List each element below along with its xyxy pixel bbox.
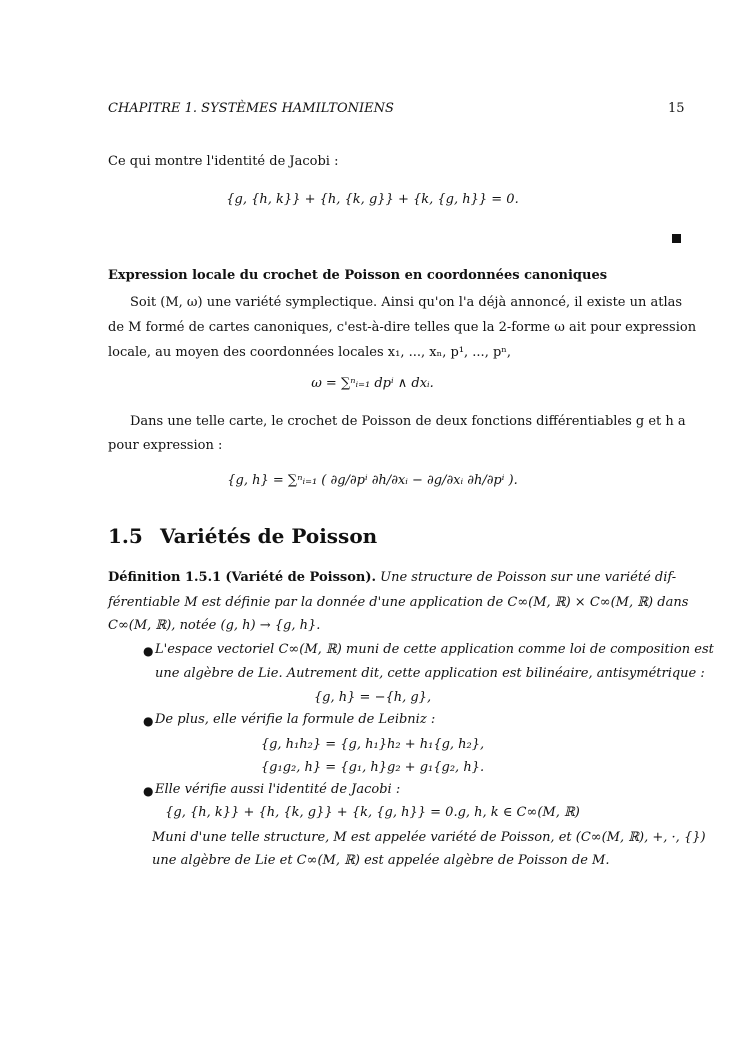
paragraph-line: de M formé de cartes canoniques, c'est-à-dire telles que la 2-forme ω ait pour expression <box>108 320 697 335</box>
bullet-line: Elle vérifie aussi l'identité de Jacobi : <box>155 782 401 797</box>
closing-line: une algèbre de Lie et C∞(M, ℝ) est appelée algèbre de Poisson de M. <box>152 853 610 868</box>
leibniz-equation-2: {g₁g₂, h} = {g₁, h}g₂ + g₁{g₂, h}. <box>260 760 485 775</box>
poisson-bracket-equation: {g, h} = ∑ⁿᵢ₌₁ ( ∂g/∂pⁱ ∂h/∂xᵢ − ∂g/∂xᵢ ∂h/∂pⁱ ). <box>227 473 518 488</box>
closing-line: Muni d'une telle structure, M est appelée variété de Poisson, et (C∞(M, ℝ), +, ·, {}) <box>152 830 706 845</box>
jacobi-intro: Ce qui montre l'identité de Jacobi : <box>108 154 339 169</box>
page-number: 15 <box>668 101 685 116</box>
bullet-line: L'espace vectoriel C∞(M, ℝ) muni de cette application comme loi de composition est <box>155 642 714 657</box>
running-header: CHAPITRE 1. SYSTÈMES HAMILTONIENS <box>108 101 394 116</box>
definition-line-1 <box>108 570 676 585</box>
definition-line: férentiable M est définie par la donnée d'une application de C∞(M, ℝ) × C∞(M, ℝ) dans <box>108 595 689 610</box>
jacobi-equation: {g, {h, k}} + {h, {k, g}} + {k, {g, h}} = 0. <box>226 192 519 207</box>
omega-equation: ω = ∑ⁿᵢ₌₁ dpⁱ ∧ dxᵢ. <box>311 376 434 391</box>
paragraph-line: Dans une telle carte, le crochet de Poisson de deux fonctions différentiables g et h a <box>130 414 686 429</box>
paragraph-line: pour expression : <box>108 438 223 453</box>
paragraph-line: Soit (M, ω) une variété symplectique. Ainsi qu'on l'a déjà annoncé, il existe un atlas <box>130 295 683 310</box>
bullet-line: une algèbre de Lie. Autrement dit, cette application est bilinéaire, antisymétrique : <box>155 666 705 681</box>
definition-text: Une structure de Poisson sur une variété dif- <box>380 570 677 585</box>
leibniz-equation-1: {g, h₁h₂} = {g, h₁}h₂ + h₁{g, h₂}, <box>260 737 485 752</box>
subsection-title: Expression locale du crochet de Poisson en coordonnées canoniques <box>108 268 608 283</box>
qed-square <box>672 234 681 243</box>
bullet-line: De plus, elle vérifie la formule de Leibniz : <box>155 712 436 727</box>
section-title: Variétés de Poisson <box>160 524 378 548</box>
definition-label: Définition 1.5.1 <box>108 570 222 585</box>
bullet-icon: ● <box>143 784 154 798</box>
jacobi-bullet-equation: {g, {h, k}} + {h, {k, g}} + {k, {g, h}} = 0.g, h, k ∈ C∞(M, ℝ) <box>165 805 580 820</box>
bullet-icon: ● <box>143 714 154 728</box>
section-number: 1.5 <box>108 524 143 548</box>
definition-line: C∞(M, ℝ), notée (g, h) → {g, h}. <box>108 618 321 633</box>
antisymmetry-equation: {g, h} = −{h, g}, <box>313 690 432 705</box>
paragraph-line: locale, au moyen des coordonnées locales x₁, ..., xₙ, p¹, ..., pⁿ, <box>108 345 512 360</box>
bullet-icon: ● <box>143 644 154 658</box>
definition-name: (Variété de Poisson). <box>225 570 376 585</box>
